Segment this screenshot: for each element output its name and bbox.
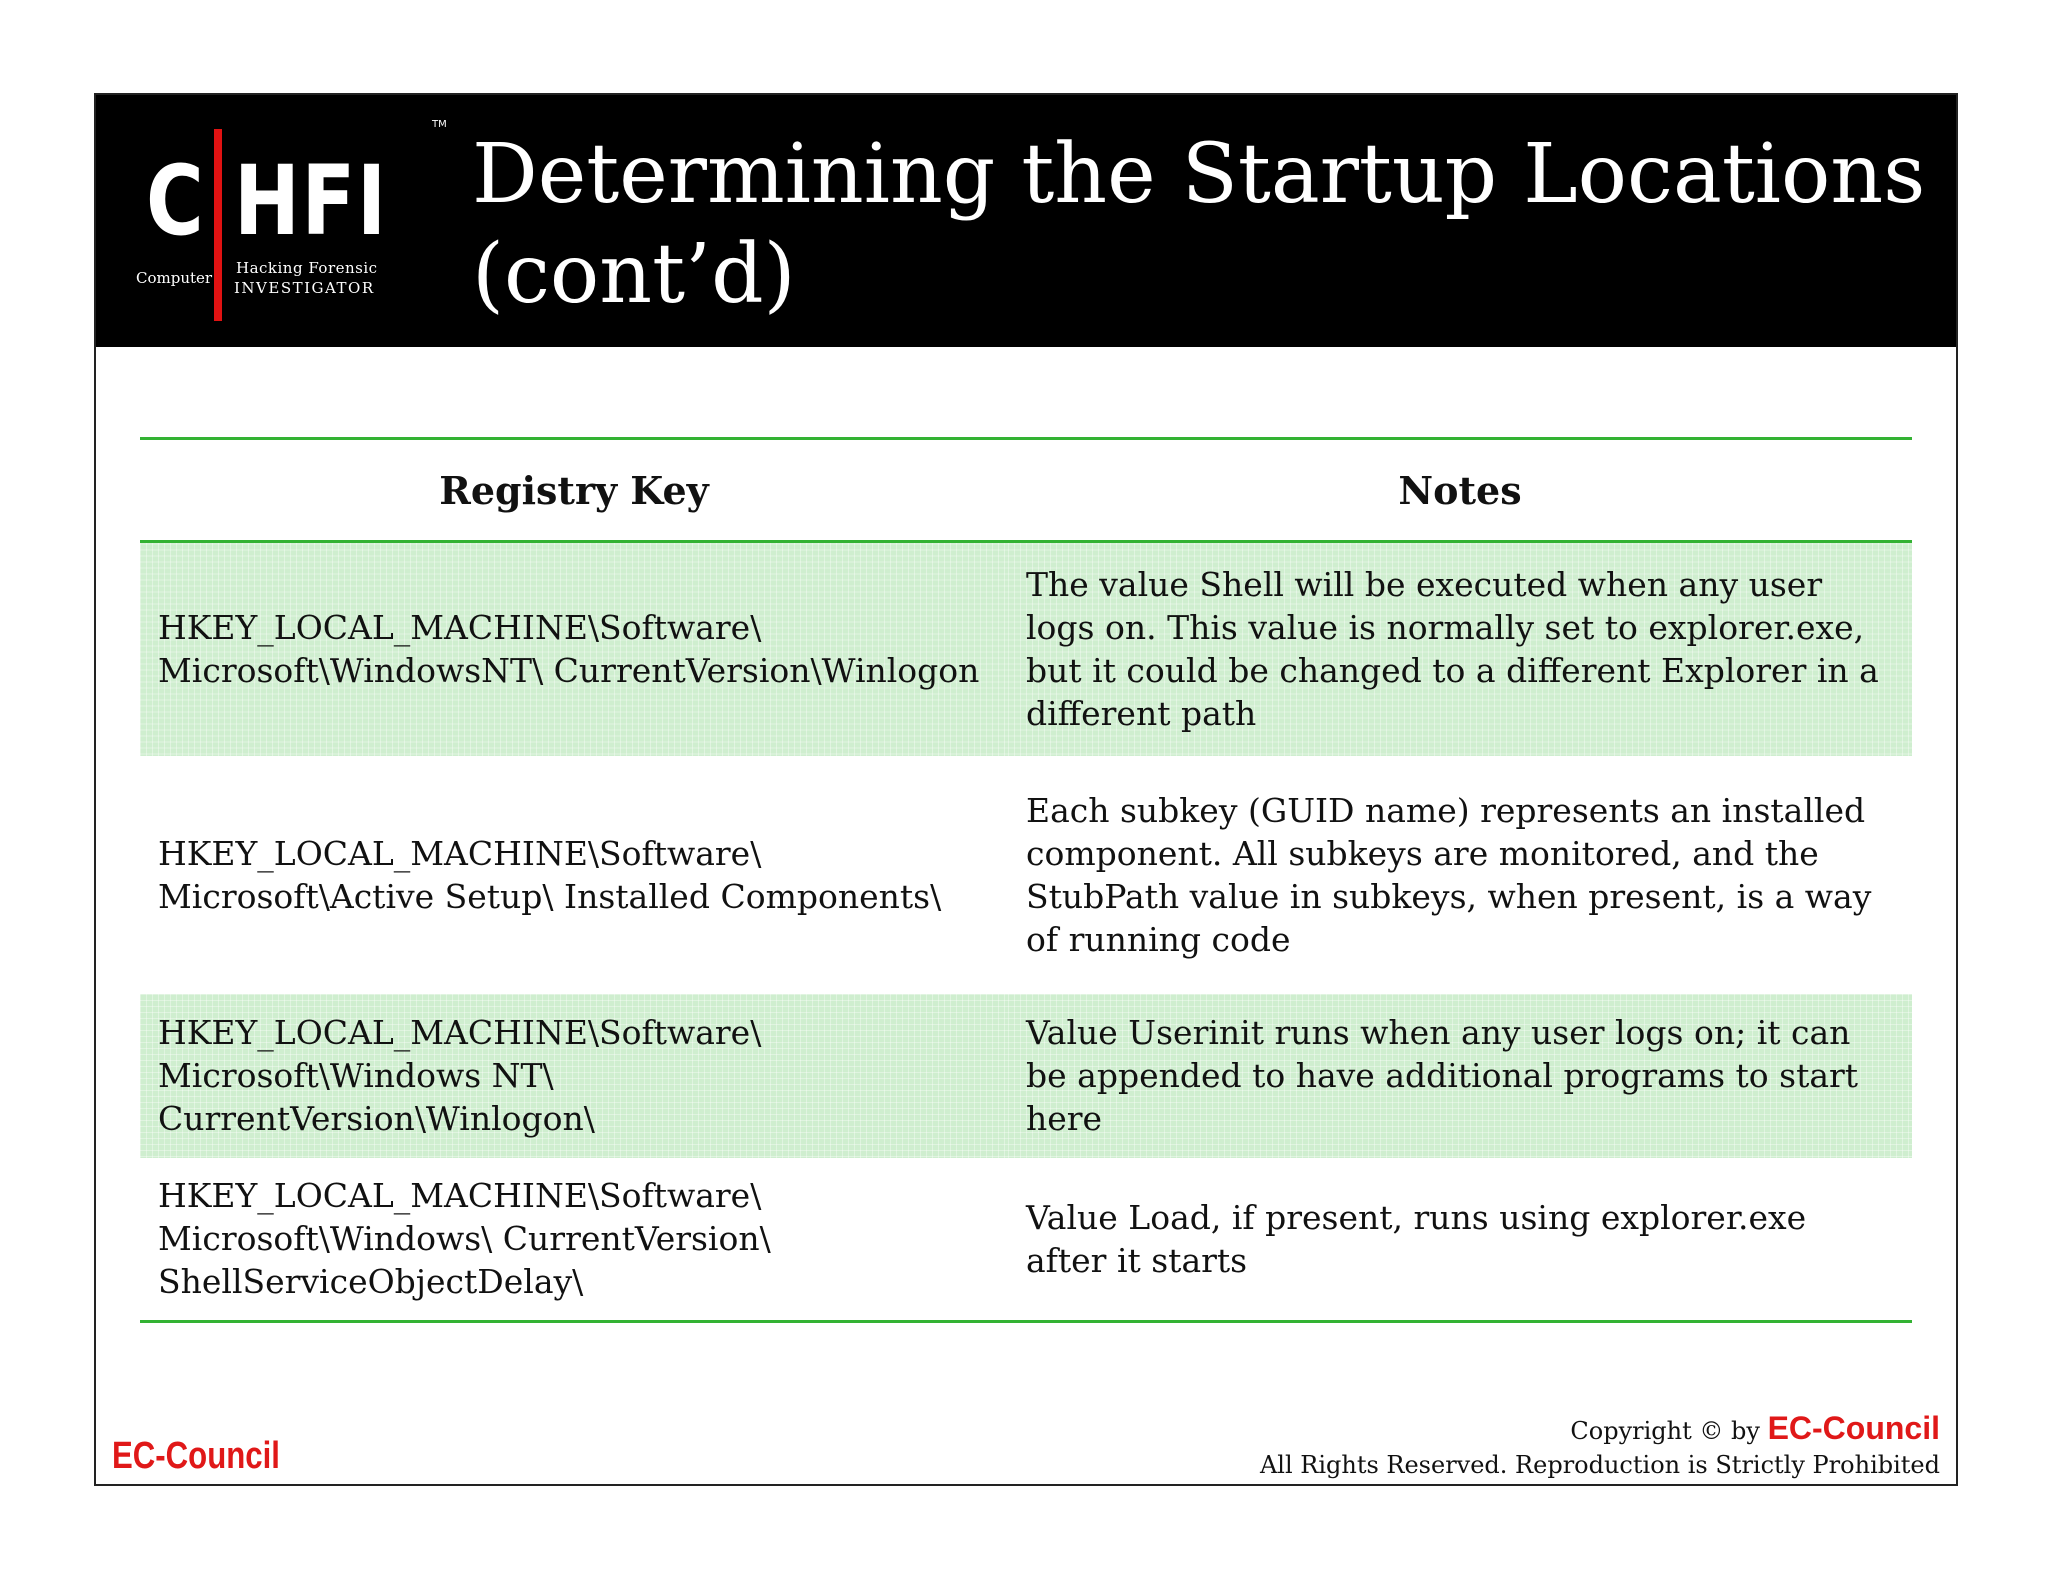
table-header-row [140, 439, 1912, 542]
copyright-text: Copyright © by [1570, 1417, 1760, 1445]
notes-cell: Value Userinit runs when any user logs on; it can be appended to have additional programs to start here [1008, 994, 1912, 1158]
registry-table-container [140, 437, 1912, 1323]
chfi-logo [136, 113, 466, 325]
slide-title: Determining the Startup Locations (cont’d) [472, 127, 1926, 322]
notes-cell: Value Load, if present, runs using explorer.exe after it starts [1008, 1158, 1912, 1322]
logo-trademark: TM [432, 119, 447, 130]
registry-key-cell: HKEY_LOCAL_MACHINE\Software\ Microsoft\Windows NT\ CurrentVersion\Winlogon\ [140, 994, 1008, 1158]
copyright-line [1260, 1411, 1940, 1448]
slide [94, 93, 1958, 1486]
registry-key-cell: HKEY_LOCAL_MACHINE\Software\ Microsoft\Active Setup\ Installed Components\ [158, 833, 942, 916]
registry-table [140, 437, 1912, 1323]
copyright-brand: EC-Council [1767, 1410, 1940, 1446]
column-header-registry-key: Registry Key [140, 439, 1008, 542]
table-row [140, 756, 1912, 994]
logo-hacking-forensic-text: Hacking Forensic [236, 259, 378, 277]
logo-investigator-text: INVESTIGATOR [234, 279, 375, 297]
notes-cell: Each subkey (GUID name) represents an installed component. All subkeys are monitored, and the StubPath value in subkeys, when present, is a way of running code [1026, 790, 1872, 959]
table-row [140, 542, 1912, 756]
footer-brand-logo: EC-Council [112, 1435, 280, 1477]
logo-red-bar [214, 129, 222, 321]
registry-key-cell: HKEY_LOCAL_MACHINE\Software\ Microsoft\WindowsNT\ CurrentVersion\Winlogon [140, 542, 1008, 756]
footer-copyright [1260, 1411, 1940, 1482]
header-bar [96, 95, 1956, 347]
logo-computer-text: Computer [136, 269, 213, 287]
registry-key-cell: HKEY_LOCAL_MACHINE\Software\ Microsoft\Windows\ CurrentVersion\ ShellServiceObjectDelay\ [140, 1158, 1008, 1322]
table-row [140, 994, 1912, 1158]
table-row [140, 1158, 1912, 1322]
column-header-notes: Notes [1008, 439, 1912, 542]
notes-cell: The value Shell will be executed when any user logs on. This value is normally set to explorer.exe, but it could be changed to a different Explorer in a different path [1008, 542, 1912, 756]
logo-letter-c: C [146, 145, 204, 257]
rights-text: All Rights Reserved. Reproduction is Strictly Prohibited [1259, 1451, 1940, 1479]
logo-letters-hfi: HFI [234, 145, 388, 257]
